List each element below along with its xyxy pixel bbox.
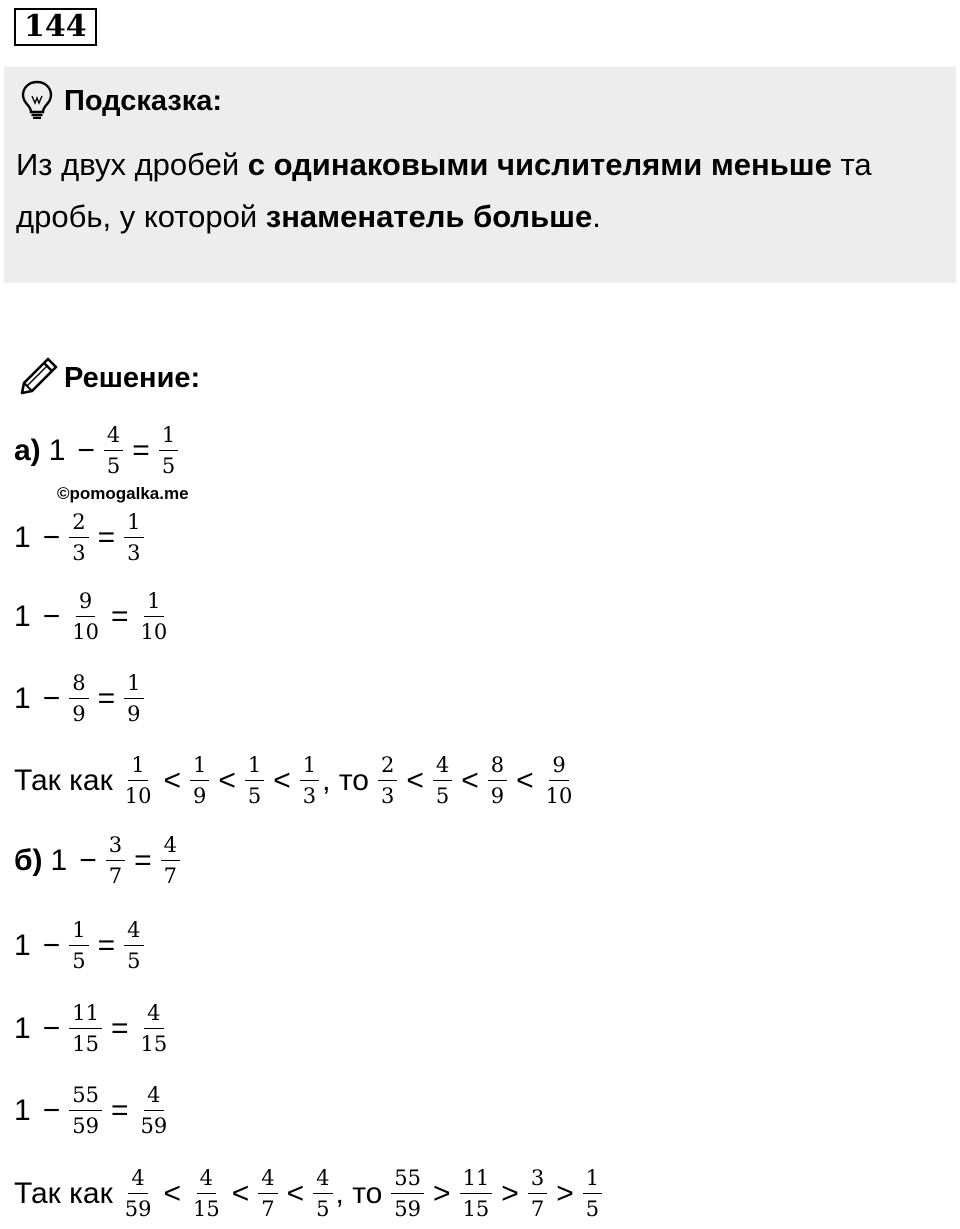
operator: − [77, 433, 95, 467]
fraction-denominator: 3 [127, 541, 141, 565]
fraction-numerator: 4 [161, 832, 180, 861]
solution-line [14, 670, 147, 727]
fraction [69, 917, 88, 974]
fraction-denominator: 9 [490, 784, 505, 808]
fraction-numerator: 4 [258, 1165, 277, 1194]
fraction-numerator: 3 [528, 1165, 547, 1194]
expression-text: 1 [48, 433, 66, 467]
operator: < [516, 763, 534, 797]
fraction-numerator: 4 [104, 422, 123, 451]
solution-line [14, 752, 578, 809]
fraction-denominator: 9 [72, 702, 86, 726]
operator: < [273, 763, 291, 797]
fraction-denominator: 10 [72, 620, 99, 644]
operator: = [110, 599, 129, 633]
solution-header [18, 355, 200, 402]
solution-line [14, 509, 147, 566]
fraction [245, 752, 264, 809]
fraction-denominator: 59 [394, 1197, 422, 1221]
fraction [313, 1165, 332, 1222]
fraction [488, 752, 507, 809]
hint-box [4, 67, 956, 283]
fraction-numerator: 1 [300, 752, 319, 781]
fraction [106, 832, 125, 889]
fraction [543, 752, 576, 809]
hint-title: Подсказка: [64, 85, 223, 117]
operator: = [110, 1093, 129, 1127]
fraction-numerator: 2 [69, 509, 88, 538]
fraction-denominator: 10 [140, 620, 168, 644]
expression-text: 1 [14, 520, 31, 554]
operator: = [97, 520, 116, 554]
fraction [104, 422, 123, 479]
operator: > [433, 1176, 451, 1210]
fraction [124, 917, 143, 974]
fraction [528, 1165, 547, 1222]
fraction-denominator: 15 [462, 1197, 490, 1221]
fraction-numerator: 1 [144, 588, 163, 617]
expression-text: 1 [14, 1093, 31, 1127]
operator: − [42, 520, 61, 554]
fraction [391, 1165, 424, 1222]
operator: = [110, 1011, 129, 1045]
hint-text [16, 139, 936, 243]
fraction-denominator: 7 [261, 1197, 275, 1221]
operator: < [218, 763, 236, 797]
fraction-denominator: 15 [140, 1032, 168, 1056]
fraction-numerator: 1 [159, 422, 178, 451]
fraction [124, 509, 143, 566]
fraction-numerator: 1 [128, 752, 147, 781]
fraction [583, 1165, 602, 1222]
fraction [190, 1165, 223, 1222]
fraction-numerator: 4 [433, 752, 452, 781]
fraction [378, 752, 397, 809]
fraction-denominator: 7 [163, 864, 178, 888]
fraction-denominator: 9 [192, 784, 207, 808]
expression-text: Так как [14, 1176, 113, 1210]
lightbulb-icon [20, 79, 54, 124]
operator: < [163, 1176, 181, 1210]
fraction-numerator: 9 [76, 588, 95, 617]
fraction-denominator: 59 [124, 1197, 152, 1221]
hint-text-segment: та дробь, у которой [16, 147, 872, 234]
fraction-denominator: 59 [140, 1114, 168, 1138]
fraction [124, 670, 143, 727]
fraction-denominator: 5 [316, 1197, 330, 1221]
fraction-numerator: 11 [460, 1165, 493, 1194]
expression-text: 1 [14, 681, 31, 715]
expression-text: Так как [14, 763, 113, 797]
fraction-denominator: 7 [530, 1197, 545, 1221]
fraction [433, 752, 452, 809]
hint-header [20, 79, 222, 124]
fraction-numerator: 4 [144, 1000, 163, 1029]
fraction [161, 832, 180, 889]
expression-text: 1 [14, 599, 31, 633]
fraction [137, 1082, 170, 1139]
fraction-numerator: 2 [378, 752, 397, 781]
fraction [300, 752, 319, 809]
fraction [137, 1000, 170, 1057]
fraction-numerator: 1 [583, 1165, 602, 1194]
fraction-denominator: 59 [72, 1114, 99, 1138]
fraction-numerator: 4 [313, 1165, 332, 1194]
fraction-denominator: 9 [127, 702, 141, 726]
fraction [69, 588, 102, 645]
fraction-numerator: 4 [124, 917, 143, 946]
expression-text: 1 [14, 1011, 31, 1045]
fraction-denominator: 5 [127, 949, 141, 973]
operator: − [42, 599, 61, 633]
solution-line [14, 1000, 173, 1057]
operator: = [97, 681, 116, 715]
fraction [137, 588, 170, 645]
part-label: б) [14, 843, 43, 877]
operator: = [132, 433, 150, 467]
fraction [460, 1165, 493, 1222]
solution-line [14, 917, 147, 974]
expression-text: 1 [50, 843, 68, 877]
solution-title: Решение: [64, 362, 201, 394]
expression-text: 1 [14, 928, 31, 962]
operator: − [79, 843, 97, 877]
fraction-numerator: 8 [488, 752, 507, 781]
operator: < [461, 763, 479, 797]
watermark: ©pomogalka.me [57, 484, 189, 503]
expression-text: , то [335, 1176, 383, 1210]
fraction-numerator: 1 [124, 670, 143, 699]
operator: = [97, 928, 116, 962]
operator: < [163, 763, 181, 797]
expression-text: , то [322, 763, 369, 797]
solution-line [14, 588, 173, 645]
fraction-numerator: 4 [197, 1165, 216, 1194]
fraction-denominator: 10 [545, 784, 573, 808]
fraction [122, 1165, 155, 1222]
fraction-numerator: 3 [106, 832, 125, 861]
operator: < [231, 1176, 250, 1210]
fraction [122, 752, 155, 809]
fraction [69, 1000, 102, 1057]
fraction-denominator: 5 [72, 949, 86, 973]
fraction-numerator: 4 [144, 1082, 163, 1111]
fraction-denominator: 5 [106, 454, 121, 478]
fraction-denominator: 5 [435, 784, 450, 808]
fraction [190, 752, 209, 809]
fraction [69, 1082, 102, 1139]
hint-bold-text: знаменатель больше [265, 199, 593, 234]
operator: − [42, 1011, 61, 1045]
part-label: а) [14, 433, 41, 467]
operator: − [42, 681, 61, 715]
operator: < [286, 1176, 305, 1210]
fraction-numerator: 1 [190, 752, 209, 781]
solution-line [14, 1082, 173, 1139]
pencil-icon [18, 355, 60, 402]
fraction [69, 670, 88, 727]
fraction-denominator: 7 [108, 864, 123, 888]
fraction-denominator: 3 [380, 784, 395, 808]
fraction-denominator: 5 [161, 454, 176, 478]
fraction-denominator: 15 [72, 1032, 99, 1056]
fraction-numerator: 55 [391, 1165, 424, 1194]
operator: < [406, 763, 424, 797]
fraction [258, 1165, 277, 1222]
fraction-denominator: 5 [585, 1197, 600, 1221]
operator: > [556, 1176, 574, 1210]
fraction-numerator: 1 [69, 917, 88, 946]
solution-line [14, 1165, 605, 1222]
fraction-numerator: 4 [128, 1165, 147, 1194]
fraction-denominator: 3 [72, 541, 86, 565]
solution-line [14, 422, 181, 479]
hint-text-segment: Из двух дробей [16, 147, 248, 182]
solution-line [14, 832, 183, 889]
fraction-numerator: 55 [69, 1082, 102, 1111]
task-number: 144 [14, 8, 97, 46]
fraction-denominator: 10 [124, 784, 152, 808]
fraction [69, 509, 88, 566]
fraction-denominator: 15 [192, 1197, 220, 1221]
fraction-numerator: 11 [69, 1000, 102, 1029]
fraction-denominator: 5 [247, 784, 262, 808]
fraction-denominator: 3 [302, 784, 317, 808]
operator: > [501, 1176, 519, 1210]
fraction-numerator: 1 [245, 752, 264, 781]
fraction-numerator: 1 [124, 509, 143, 538]
operator: − [42, 928, 61, 962]
fraction [159, 422, 178, 479]
fraction-numerator: 9 [549, 752, 568, 781]
hint-bold-text: с одинаковыми числителями меньше [247, 147, 832, 182]
operator: − [42, 1093, 61, 1127]
operator: = [134, 843, 152, 877]
fraction-numerator: 8 [69, 670, 88, 699]
hint-text-segment: . [592, 199, 601, 234]
